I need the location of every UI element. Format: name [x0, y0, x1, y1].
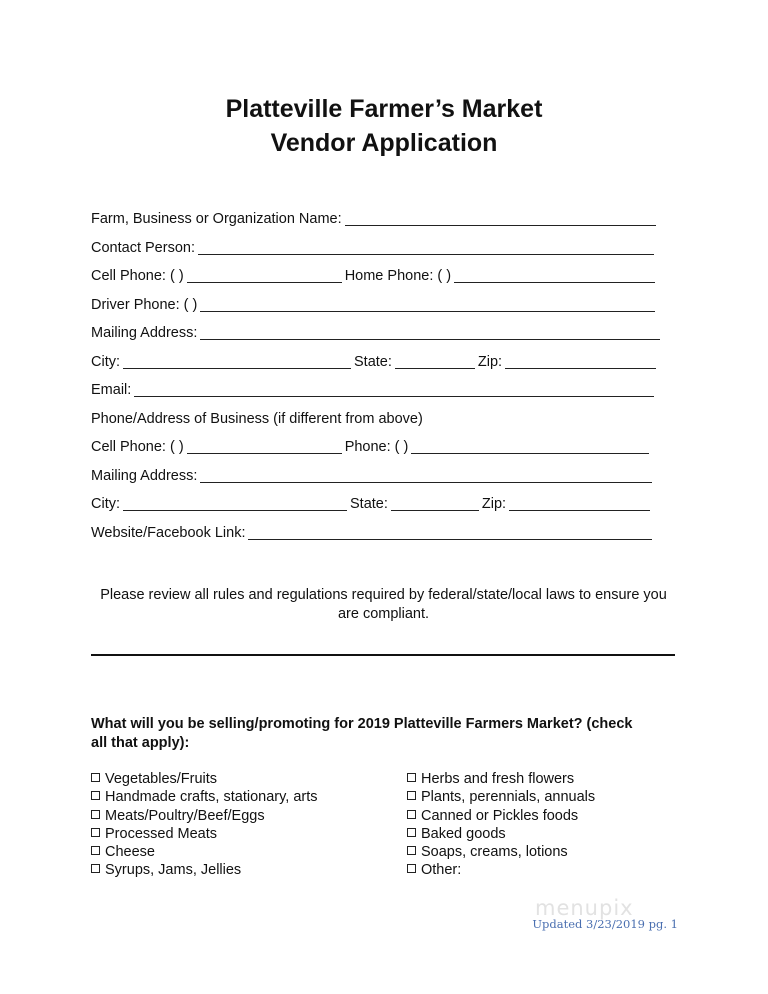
business-mailing-address-field[interactable] [200, 468, 652, 483]
business-phone-field[interactable] [411, 439, 649, 454]
mailing-address-row [91, 320, 668, 342]
city-field[interactable] [123, 354, 351, 369]
driver-phone-row [91, 292, 668, 314]
website-label: Website/Facebook Link: [91, 525, 246, 541]
option-herbs-flowers[interactable]: Herbs and fresh flowers [407, 770, 595, 788]
watermark-logo: menupix [535, 896, 634, 920]
option-handmade-crafts[interactable]: Handmade crafts, stationary, arts [91, 788, 318, 806]
compliance-notice: Please review all rules and regulations required by federal/state/local laws to ensure you are compliant. [100, 587, 667, 622]
mailing-address-label: Mailing Address: [91, 325, 198, 341]
option-plants[interactable]: Plants, perennials, annuals [407, 788, 595, 806]
business-name-row [91, 206, 668, 228]
driver-phone-label: Driver Phone: ( ) [91, 297, 198, 313]
mailing-address-field[interactable] [200, 325, 660, 340]
options-right-column [407, 770, 595, 880]
business-city-field[interactable] [123, 496, 347, 511]
business-state-label: State: [350, 496, 388, 512]
home-phone-field[interactable] [454, 268, 655, 283]
business-zip-field[interactable] [509, 496, 650, 511]
cell-phone-field[interactable] [187, 268, 342, 283]
checkbox-icon[interactable] [91, 773, 100, 782]
checkbox-icon[interactable] [407, 791, 416, 800]
state-label: State: [354, 354, 392, 370]
checkbox-icon[interactable] [407, 773, 416, 782]
checkbox-icon[interactable] [91, 828, 100, 837]
checkbox-icon[interactable] [91, 791, 100, 800]
business-city-label: City: [91, 496, 120, 512]
checkbox-icon[interactable] [91, 864, 100, 873]
city-label: City: [91, 354, 120, 370]
zip-field[interactable] [505, 354, 656, 369]
option-canned-pickles[interactable]: Canned or Pickles foods [407, 807, 595, 825]
option-baked-goods[interactable]: Baked goods [407, 825, 595, 843]
driver-phone-field[interactable] [200, 297, 655, 312]
option-meats-poultry[interactable]: Meats/Poultry/Beef/Eggs [91, 807, 318, 825]
checkbox-icon[interactable] [91, 810, 100, 819]
checkbox-icon[interactable] [91, 846, 100, 855]
email-label: Email: [91, 382, 132, 398]
page-footer: Updated 3/23/2019 pg. 1 [532, 917, 678, 931]
options-left-column [91, 770, 318, 880]
option-syrups-jams[interactable]: Syrups, Jams, Jellies [91, 861, 318, 879]
selling-question: What will you be selling/promoting for 2019 Platteville Farmers Market? (check all that apply): [91, 716, 633, 751]
business-cell-phone-label: Cell Phone: ( ) [91, 439, 184, 455]
website-field[interactable] [248, 525, 652, 540]
contact-person-label: Contact Person: [91, 240, 195, 256]
city-state-zip-row [91, 349, 668, 371]
home-phone-label: Home Phone: ( ) [344, 268, 452, 284]
email-row [91, 377, 668, 399]
business-name-label: Farm, Business or Organization Name: [91, 211, 342, 227]
checkbox-icon[interactable] [407, 864, 416, 873]
contact-person-field[interactable] [198, 240, 654, 255]
email-field[interactable] [134, 382, 654, 397]
contact-person-row [91, 235, 668, 257]
business-zip-label: Zip: [481, 496, 507, 512]
checkbox-icon[interactable] [407, 828, 416, 837]
option-soaps-creams[interactable]: Soaps, creams, lotions [407, 843, 595, 861]
zip-label: Zip: [477, 354, 503, 370]
form-subtitle: Vendor Application [270, 129, 498, 157]
business-phone-label: Phone: ( ) [344, 439, 409, 455]
website-row [91, 520, 668, 542]
business-section-label: Phone/Address of Business (if different from above) [91, 411, 423, 427]
option-cheese[interactable]: Cheese [91, 843, 318, 861]
checkbox-icon[interactable] [407, 810, 416, 819]
cell-phone-label: Cell Phone: ( ) [91, 268, 184, 284]
business-city-state-zip-row [91, 491, 668, 513]
phones-row [91, 263, 668, 285]
option-processed-meats[interactable]: Processed Meats [91, 825, 318, 843]
business-mailing-address-row [91, 463, 668, 485]
business-cell-phone-field[interactable] [187, 439, 342, 454]
business-state-field[interactable] [391, 496, 479, 511]
state-field[interactable] [395, 354, 475, 369]
business-phones-row [91, 434, 668, 456]
form-title: Platteville Farmer’s Market [225, 95, 543, 123]
option-other[interactable]: Other: [407, 861, 595, 879]
section-divider [91, 654, 675, 656]
checkbox-icon[interactable] [407, 846, 416, 855]
option-vegetables-fruits[interactable]: Vegetables/Fruits [91, 770, 318, 788]
business-mailing-address-label: Mailing Address: [91, 468, 198, 484]
business-name-field[interactable] [345, 211, 656, 226]
business-section-row [91, 406, 668, 428]
